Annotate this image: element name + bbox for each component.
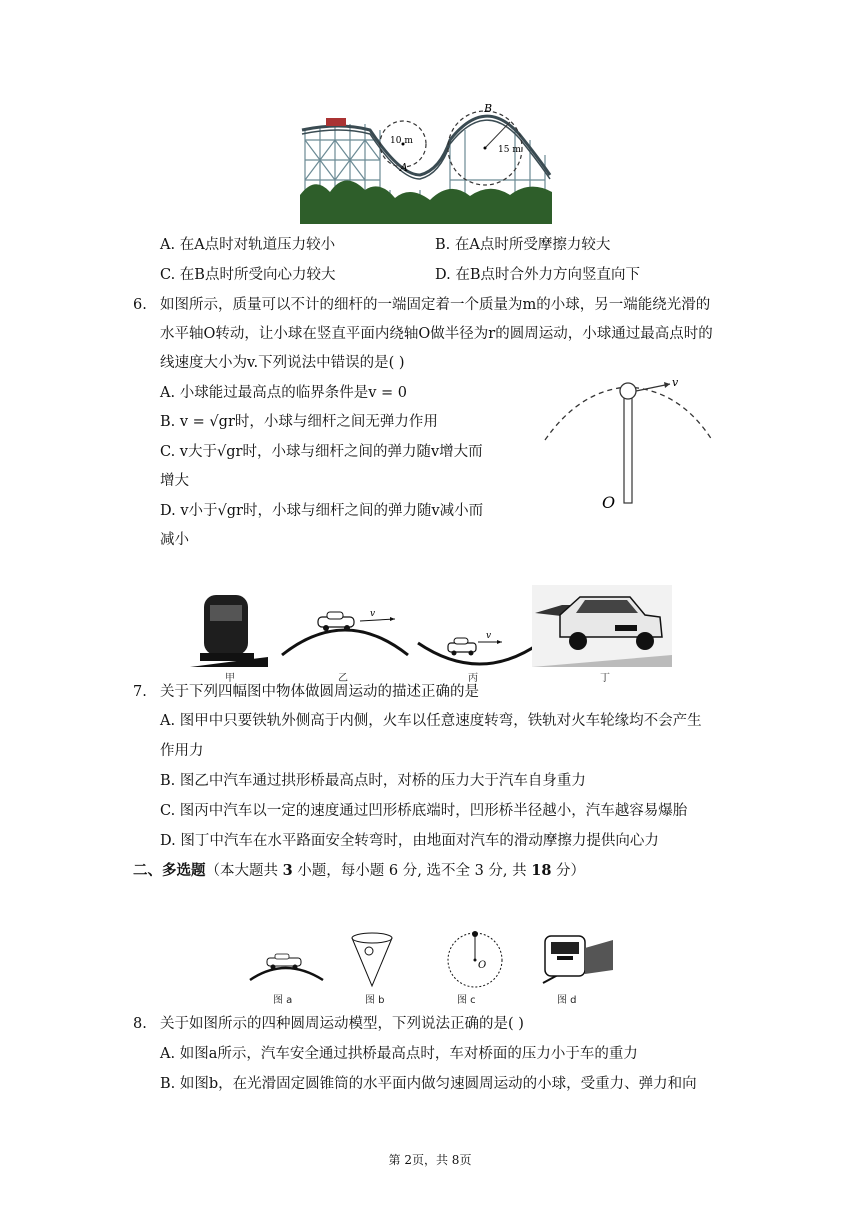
q5-option-b: B. 在A点时所受摩擦力较大: [435, 237, 611, 253]
caption-jia: 甲: [225, 673, 235, 684]
radius-15m-label: 15 m: [498, 145, 521, 155]
figure-yi-convex-bridge: [282, 609, 408, 655]
velocity-label: v: [672, 376, 679, 389]
figure-bing-concave-bridge: [418, 631, 540, 664]
figure-ding-car: [532, 585, 672, 667]
caption-fig-a: 图 a: [273, 995, 293, 1006]
q6-stem-line-3: 线速度大小为v.下列说法中错误的是( ): [160, 355, 405, 371]
caption-fig-b: 图 b: [365, 995, 385, 1006]
q8-option-a: A. 如图a所示，汽车安全通过拱桥最高点时，车对桥面的压力小于车的重力: [160, 1046, 638, 1062]
pivot-o-label: O: [602, 493, 616, 512]
q7-option-b: B. 图乙中汽车通过拱形桥最高点时，对桥的压力大于汽车自身重力: [160, 773, 586, 789]
q8-option-b: B. 如图b，在光滑固定圆锥筒的水平面内做匀速圆周运动的小球，受重力、弹力和向: [160, 1076, 697, 1092]
figure-c-vertical-circle: [448, 931, 502, 987]
point-a-label: A: [400, 161, 408, 174]
q6-stem-line-2: 水平轴O转动，让小球在竖直平面内绕轴O做半径为r的圆周运动，小球通过最高点时的: [160, 326, 713, 342]
q8-stem: 关于如图所示的四种圆周运动模型，下列说法正确的是( ): [160, 1016, 524, 1032]
q5-option-d: D. 在B点时合外力方向竖直向下: [435, 267, 640, 283]
q7-number: 7.: [133, 684, 147, 700]
q5-option-a: A. 在A点时对轨道压力较小: [160, 237, 336, 253]
caption-fig-c: 图 c: [457, 995, 476, 1006]
figure-yi-v-label: v: [370, 609, 376, 619]
q6-number: 6.: [133, 297, 147, 313]
caption-bing: 丙: [468, 673, 478, 684]
roller-coaster-figure: [300, 100, 552, 224]
q7-option-a: A. 图甲中只要铁轨外侧高于内侧，火车以任意速度转弯，铁轨对火车轮缘均不会产生: [160, 713, 702, 729]
q7-option-a-cont: 作用力: [160, 743, 204, 759]
figure-d-train: [543, 936, 613, 983]
point-b-label: B: [484, 102, 493, 115]
caption-yi: 乙: [338, 673, 348, 684]
page-footer: 第 2页，共 8页: [388, 1153, 472, 1167]
radius-10m-label: 10 m: [390, 136, 413, 146]
coaster-car: [326, 118, 346, 126]
rod-circle-figure: [540, 375, 720, 520]
q6-option-a: A. 小球能过最高点的临界条件是v = 0: [160, 385, 407, 401]
q6-option-d-cont: 减小: [160, 532, 189, 548]
caption-ding: 丁: [600, 673, 610, 684]
q7-option-c: C. 图丙中汽车以一定的速度通过凹形桥底端时，凹形桥半径越小，汽车越容易爆胎: [160, 803, 688, 819]
figure-b-cone: [352, 933, 392, 986]
q6-stem-line-1: 如图所示，质量可以不计的细杆的一端固定着一个质量为m的小球，另一端能绕光滑的: [160, 297, 711, 313]
q8-number: 8.: [133, 1016, 147, 1032]
q6-option-d: D. v小于√gr时，小球与细杆之间的弹力随v减小而: [160, 503, 484, 519]
q7-option-d: D. 图丁中汽车在水平路面安全转弯时，由地面对汽车的滑动摩擦力提供向心力: [160, 833, 659, 849]
q6-option-c: C. v大于√gr时，小球与细杆之间的弹力随v增大而: [160, 444, 483, 460]
q6-option-b: B. v = √gr时，小球与细杆之间无弹力作用: [160, 414, 438, 430]
q7-stem: 关于下列四幅图中物体做圆周运动的描述正确的是: [160, 684, 479, 700]
figure-jia-train: [190, 595, 268, 667]
caption-fig-d: 图 d: [557, 995, 577, 1006]
q6-option-c-cont: 增大: [160, 473, 189, 489]
figure-a-arch-bridge: [250, 954, 323, 980]
figure-bing-v-label: v: [486, 631, 492, 641]
circular-motion-models-figure: [245, 928, 620, 1008]
figure-c-o-label: O: [478, 960, 487, 971]
section-heading-multiple-choice: 二、多选题（本大题共 3 小题，每小题 6 分, 选不全 3 分, 共 18 分）: [133, 862, 586, 879]
four-vehicles-figure: [190, 585, 675, 685]
q5-option-c: C. 在B点时所受向心力较大: [160, 267, 336, 283]
